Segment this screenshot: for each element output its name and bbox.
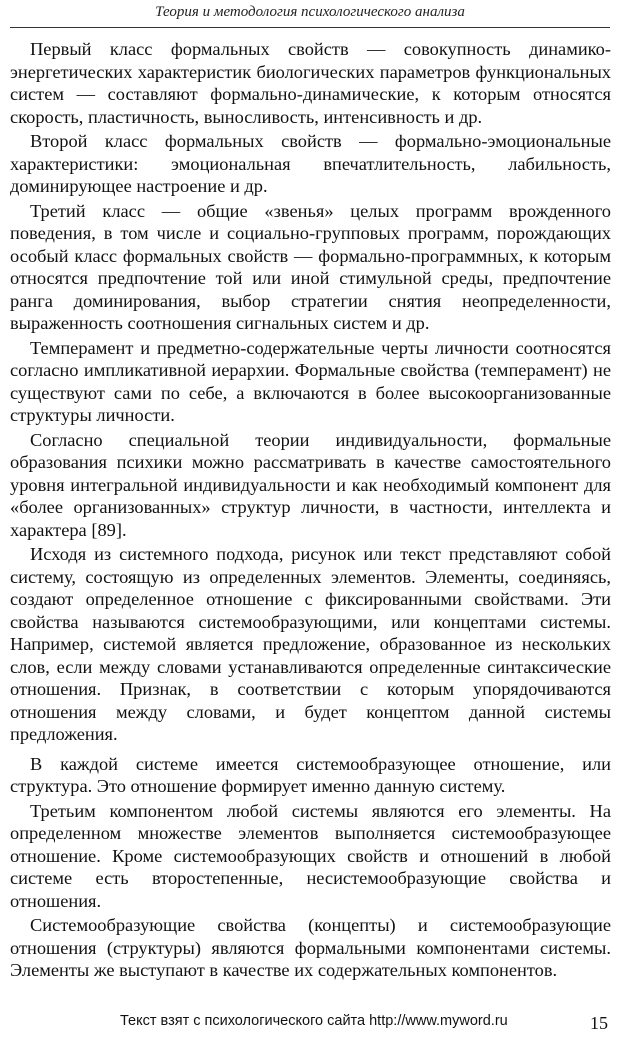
header-divider: [10, 27, 610, 28]
paragraph: Исходя из системного подхода, рисунок или текст представляют собой систему, состоящую из определенных элементов. Элементы, соединяясь, создают определенное отношение с фиксированными свойствами. Эти свойства называются системообразующими, или концептами системы. Например, системой является предложение, образованное из нескольких слов, если между словами устанавливаются определенные синтаксические отношения. Признак, в соответствии с которым упорядочиваются отношения между словами, и будет концептом данной системы предложения.: [10, 544, 611, 744]
paragraph: Системообразующие свойства (концепты) и системообразующие отношения (структуры) являются формальными компонентами системы. Элементы же выступают в качестве их содержательных компонентов.: [10, 915, 611, 980]
running-header: Теория и методология психологического анализа: [155, 4, 465, 20]
paragraph: Третьим компонентом любой системы являются его элементы. На определенном множестве элементов выполняется системообразующее отношение. Кроме системообразующих свойств и отношений в любой системе есть второстепенные, несистемообразующие свойства и отношения.: [10, 800, 611, 911]
page-number: 15: [590, 1013, 608, 1033]
paragraph: Второй класс формальных свойств — формально-эмоциональные характеристики: эмоциональная впечатлительность, лабильность, доминирующее настроение и др.: [10, 131, 611, 196]
paragraph: Первый класс формальных свойств — совокупность динамико-энергетических характеристик биологических параметров функциональных систем — составляют формально-динамические, к которым относятся скорость, пластичность, выносливость, интенсивность и др.: [10, 39, 611, 127]
source-note: Текст взят с психологического сайта http://www.myword.ru: [120, 1013, 508, 1029]
paragraph: В каждой системе имеется системообразующее отношение, или структура. Это отношение формирует именно данную систему.: [10, 753, 611, 796]
paragraph: Третий класс — общие «звенья» целых программ врожденного поведения, в том числе и социально-групповых программ, порождающих особый класс формальных свойств — формально-программных, к которым относятся предпочтение той или иной стимульной среды, предпочтение ранга доминирования, выбор стратегии снятия неопределенности, выраженность соотношения сигнальных систем и др.: [10, 200, 611, 333]
body-text: [10, 38, 611, 984]
paragraph: Согласно специальной теории индивидуальности, формальные образования психики можно рассматривать в качестве самостоятельного уровня интегральной индивидуальности и как необходимый компонент для «более организованных» структур личности, в частности, интеллекта и характера [89].: [10, 429, 611, 540]
paragraph: Темперамент и предметно-содержательные черты личности соотносятся согласно импликативной иерархии. Формальные свойства (темперамент) не существуют сами по себе, а включаются в более высокоорганизованные структуры личности.: [10, 337, 611, 425]
